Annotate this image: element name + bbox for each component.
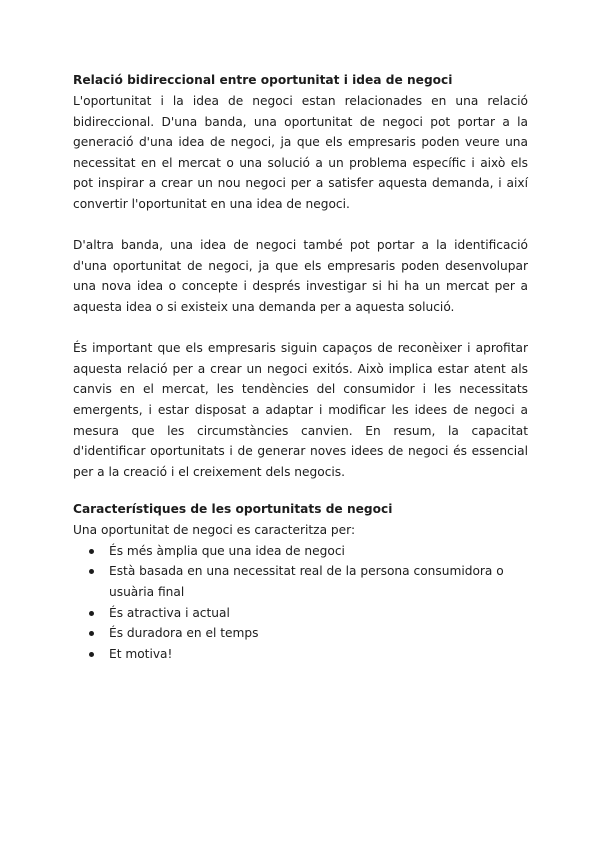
section-heading-characteristics: Característiques de les oportunitats de negoci — [73, 502, 393, 517]
bullet-icon — [89, 652, 94, 657]
bullet-icon — [89, 611, 94, 616]
list-intro: Una oportunitat de negoci es caracteritza per: — [73, 523, 356, 538]
list-item — [73, 541, 528, 562]
paragraph: L'oportunitat i la idea de negoci estan relacionades en una relació bidireccional. D'una banda, una oportunitat de negoci pot portar a la generació d'una idea de negoci, ja que els empresaris poden veure una necessitat en el mercat o una solució a un problema específic i això els pot inspirar a crear un nou negoci per a satisfer aquesta demanda, i així convertir l'oportunitat en una idea de negoci. — [73, 94, 528, 211]
list-item-text: Està basada en una necessitat real de la persona consumidora o usuària final — [109, 564, 504, 600]
bullet-icon — [89, 569, 94, 574]
list-item-text: És atractiva i actual — [109, 605, 230, 620]
list-item — [73, 603, 528, 624]
section-heading-relation: Relació bidireccional entre oportunitat i idea de negoci — [73, 73, 453, 87]
paragraph: D'altra banda, una idea de negoci també pot portar a la identificació d'una oportunitat de negoci, ja que els empresaris poden desenvolupar una nova idea o concepte i després investigar si hi ha un mercat per a aquesta idea o si existeix una demanda per a aquesta solució. — [73, 238, 528, 314]
list-item — [73, 644, 528, 665]
list-item-text: És duradora en el temps — [109, 626, 259, 641]
list-item — [73, 623, 528, 644]
bullet-icon — [89, 631, 94, 636]
list-item — [73, 561, 528, 602]
paragraph: És important que els empresaris siguin capaços de reconèixer i aprofitar aquesta relació per a crear un negoci exitós. Això implica estar atent als canvis en el mercat, les tendències del consumidor i les necessitats emergents, i estar disposat a adaptar i modificar les idees de negoci a mesura que les circumstàncies canvien. En resum, la capacitat d'identificar oportunitats i de generar noves idees de negoci és essencial per a la creació i el creixement dels negocis. — [73, 341, 528, 479]
list-item-text: Et motiva! — [109, 646, 173, 661]
characteristics-list — [73, 541, 528, 665]
list-item-text: És més àmplia que una idea de negoci — [109, 543, 345, 558]
bullet-icon — [89, 549, 94, 554]
